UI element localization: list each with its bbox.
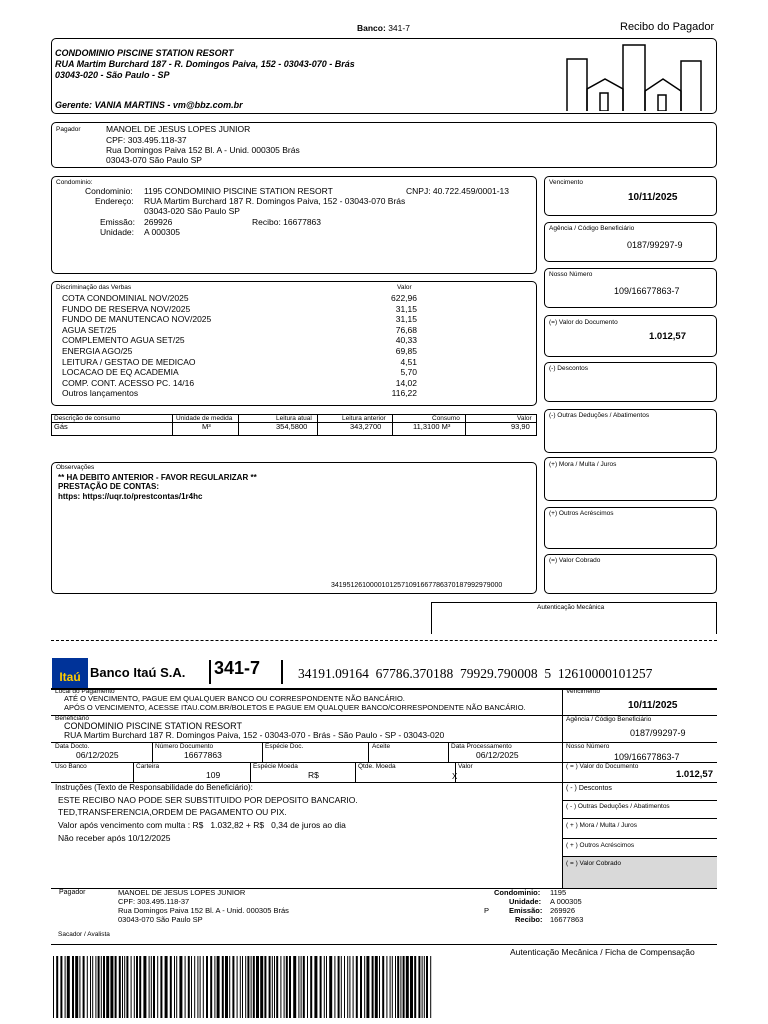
verba-valor: 116,22 — [391, 388, 417, 399]
instr-line4: Não receber após 10/12/2025 — [58, 833, 171, 843]
ficha-cobrado-label: ( = ) Valor Cobrado — [566, 860, 621, 867]
barcode — [53, 956, 437, 1018]
barcode-bar — [310, 956, 312, 1018]
cond-end-value: RUA Martim Burchard 187 R. Domingos Paiva, 152 - 03043-070 Brás — [144, 196, 406, 206]
barcode-bar — [314, 956, 317, 1018]
verba-desc: FUNDO DE RESERVA NOV/2025 — [62, 303, 191, 314]
ficha-p-mark: P — [484, 906, 490, 915]
barcode-bar — [375, 956, 378, 1018]
pagador-label: Pagador — [56, 126, 81, 133]
barcode-bar — [203, 956, 204, 1018]
instr-line1: ESTE RECIBO NAO PODE SER SUBSTITUIDO POR DEPOSITO BANCARIO. — [58, 795, 358, 805]
barcode-bar — [247, 956, 249, 1018]
benef-line2: RUA Martim Burchard 187 R. Domingos Paiva, 152 - 03043-070 - Brás - São Paulo - SP - 03043-020 — [64, 730, 445, 740]
barcode-bar — [289, 956, 291, 1018]
barcode-bar — [347, 956, 348, 1018]
cut-line — [51, 640, 717, 641]
barcode-bar — [264, 956, 266, 1018]
ficha-pag-city: 03043-070 São Paulo SP — [118, 915, 203, 924]
barcode-bar — [92, 956, 93, 1018]
instr-line2: TED,TRANSFERENCIA,ORDEM DE PAGAMENTO OU PIX. — [58, 807, 287, 817]
barcode-bar — [214, 956, 215, 1018]
barcode-bar — [126, 956, 128, 1018]
data-doc-label: Data Docto. — [55, 743, 90, 750]
barcode-bar — [245, 956, 246, 1018]
obs-line3: https: https://uqr.to/prestcontas/1r4hc — [58, 492, 203, 501]
verba-valor: 31,15 — [395, 303, 417, 314]
agencia-label: Agência / Código Beneficiário — [549, 225, 635, 232]
condominio-label: Condominio: — [56, 179, 93, 186]
barcode-bar — [338, 956, 340, 1018]
ficha-cond-value: 1195 — [550, 888, 567, 897]
barcode-bar — [286, 956, 288, 1018]
barcode-bar — [79, 956, 80, 1018]
ficha-venc-value: 10/11/2025 — [628, 700, 678, 711]
barcode-bar — [106, 956, 109, 1018]
barcode-bar — [229, 956, 230, 1018]
barcode-bar — [124, 956, 125, 1018]
verba-row — [62, 347, 417, 358]
cond-emissao-label: Emissão: — [100, 217, 135, 227]
barcode-bar — [134, 956, 135, 1018]
barcode-bar — [222, 956, 224, 1018]
verba-valor: 40,33 — [395, 335, 417, 346]
outros-acr-label: (+) Outros Acréscimos — [549, 510, 614, 517]
ficha-valor-doc-value: 1.012,57 — [676, 769, 713, 780]
barcode-bar — [197, 956, 198, 1018]
ficha-nosso-label: Nosso Número — [566, 743, 610, 750]
barcode-bar — [194, 956, 195, 1018]
barcode-bar — [56, 956, 58, 1018]
cond-unidade-label: Unidade: — [100, 227, 135, 237]
verba-desc: LEITURA / GESTAO DE MEDICAO — [62, 356, 196, 367]
ficha-outras-label: ( - ) Outras Deduções / Abatimentos — [566, 803, 670, 810]
autentic-top-line — [431, 602, 717, 603]
barcode-bar — [122, 956, 123, 1018]
barcode-bar — [430, 956, 431, 1018]
ficha-rec-value: 16677863 — [550, 915, 584, 924]
barcode-bar — [280, 956, 281, 1018]
header-address1: RUA Martim Burchard 187 - R. Domingos Paiva, 152 - 03043-070 - Brás — [55, 59, 355, 69]
verba-desc: COTA CONDOMINIAL NOV/2025 — [62, 293, 189, 303]
barcode-bar — [426, 956, 428, 1018]
verba-valor: 31,15 — [395, 314, 417, 325]
ficha-pag-addr: Rua Domingos Paiva 152 Bl. A - Unid. 000305 Brás — [118, 906, 289, 915]
barcode-bar — [136, 956, 138, 1018]
barcode-bar — [324, 956, 325, 1018]
barcode-bar — [379, 956, 380, 1018]
barcode-bar — [341, 956, 342, 1018]
consumo-h-valor: Valor — [517, 415, 532, 422]
verba-desc: AGUA SET/25 — [62, 324, 117, 335]
mora-label: (+) Mora / Multa / Juros — [549, 461, 617, 468]
pagador-name: MANOEL DE JESUS LOPES JUNIOR — [106, 124, 251, 134]
top-bank-code: Banco: 341-7 — [357, 23, 410, 33]
bank-sep2 — [281, 660, 283, 684]
ficha-emis-value: 269926 — [550, 906, 576, 915]
consumo-table — [51, 414, 537, 436]
barcode-bar — [410, 956, 413, 1018]
barcode-bar — [170, 956, 172, 1018]
barcode-bar — [353, 956, 354, 1018]
barcode-bar — [320, 956, 322, 1018]
barcode-bar — [160, 956, 162, 1018]
verba-desc: FUNDO DE MANUTENCAO NOV/2025 — [62, 314, 212, 325]
ficha-outros-label: ( + ) Outros Acréscimos — [566, 842, 635, 849]
ficha-unid-label: Unidade: — [509, 897, 542, 906]
ficha-pag-cpf: CPF: 303.495.118-37 — [118, 897, 190, 906]
ficha-descontos-label: ( - ) Descontos — [566, 785, 612, 792]
cond-recibo: Recibo: 16677863 — [252, 217, 322, 227]
sacador-label: Sacador / Avalista — [58, 931, 110, 938]
verbas-label: Discriminação das Verbas — [56, 284, 132, 291]
verba-row — [62, 389, 417, 400]
building-logo — [565, 41, 715, 111]
obs-line2: PRESTAÇÃO DE CONTAS: — [58, 482, 160, 491]
barcode-bar — [422, 956, 423, 1018]
verba-valor: 4,51 — [400, 356, 417, 367]
barcode-bar — [119, 956, 121, 1018]
header-condominio: CONDOMINIO PISCINE STATION RESORT — [55, 48, 234, 58]
ficha-unid-value: A 000305 — [550, 897, 582, 906]
ficha-mora-label: ( + ) Mora / Multa / Juros — [566, 822, 637, 829]
barcode-bar — [349, 956, 350, 1018]
barcode-bar — [284, 956, 285, 1018]
autentic-label: Autenticação Mecânica — [537, 604, 605, 611]
barcode-bar — [165, 956, 168, 1018]
nosso-value: 109/16677863-7 — [614, 286, 680, 296]
autentic-left-line — [431, 602, 432, 634]
barcode-bar — [157, 956, 158, 1018]
consumo-c-desc: Gás — [54, 422, 68, 431]
barcode-bar — [414, 956, 416, 1018]
consumo-c-unidade: M³ — [202, 422, 211, 431]
barcode-bar — [174, 956, 175, 1018]
barcode-bar — [272, 956, 273, 1018]
consumo-c-leit-ant: 343,2700 — [350, 422, 382, 431]
obs-line1: ** HA DEBITO ANTERIOR - FAVOR REGULARIZAR ** — [58, 473, 257, 482]
obs-barcode-number: 34195126100001012571091667786370187992979000 — [331, 582, 503, 589]
barcode-bar — [188, 956, 190, 1018]
itau-logo: Itaú — [52, 658, 88, 688]
ficha-nosso-value: 109/16677863-7 — [614, 752, 680, 762]
barcode-bar — [149, 956, 150, 1018]
barcode-bar — [179, 956, 182, 1018]
barcode-bar — [395, 956, 396, 1018]
observacoes-label: Observações — [56, 464, 95, 471]
barcode-bar — [185, 956, 186, 1018]
verba-valor: 69,85 — [395, 345, 417, 356]
vencimento-value: 10/11/2025 — [628, 192, 678, 203]
ficha-rec-label: Recibo: — [515, 915, 543, 924]
ficha-pag-name: MANOEL DE JESUS LOPES JUNIOR — [118, 888, 246, 897]
especie-moeda-value: R$ — [308, 770, 319, 780]
barcode-bar — [60, 956, 62, 1018]
barcode-bar — [139, 956, 141, 1018]
barcode-bar — [72, 956, 74, 1018]
autentic-right-line — [716, 602, 717, 634]
barcode-bar — [344, 956, 345, 1018]
verba-desc: COMP. CONT. ACESSO PC. 14/16 — [62, 377, 195, 388]
barcode-bar — [206, 956, 208, 1018]
pagador-cpf: CPF: 303.495.118-37 — [106, 135, 187, 145]
qtde-moeda-label: Qtde. Moeda — [358, 763, 396, 770]
data-proc-label: Data Processamento — [451, 743, 512, 750]
bank-name: Banco Itaú S.A. — [90, 665, 186, 680]
instr-line3: Valor após vencimento com multa : R$ 1.032,82 + R$ 0,34 de juros ao dia — [58, 820, 346, 830]
consumo-c-leit-atual: 354,5800 — [276, 422, 308, 431]
barcode-bar — [276, 956, 278, 1018]
barcode-bar — [301, 956, 302, 1018]
ficha-cond-label: Condominio: — [494, 888, 541, 897]
barcode-bar — [403, 956, 405, 1018]
barcode-bar — [210, 956, 212, 1018]
carteira-label: Carteira — [136, 763, 160, 770]
barcode-bar — [366, 956, 369, 1018]
num-doc-label: Número Documento — [155, 743, 214, 750]
consumo-c-valor: 93,90 — [511, 422, 530, 431]
outras-ded-label: (-) Outras Deduções / Abatimentos — [549, 412, 650, 419]
barcode-bar — [87, 956, 88, 1018]
barcode-bar — [240, 956, 241, 1018]
barcode-bar — [298, 956, 299, 1018]
consumo-h-leit-ant: Leitura anterior — [342, 415, 386, 422]
verbas-list — [62, 294, 417, 400]
bank-code: 341-7 — [214, 658, 261, 678]
barcode-bar — [364, 956, 365, 1018]
verba-desc: LOCACAO DE EQ ACADEMIA — [62, 367, 179, 378]
barcode-bar — [98, 956, 100, 1018]
cond-end-value2: 03043-020 São Paulo SP — [144, 206, 240, 216]
barcode-bar — [131, 956, 132, 1018]
consumo-c-consumo: 11,3100 M³ — [413, 422, 451, 431]
barcode-bar — [90, 956, 91, 1018]
barcode-bar — [256, 956, 259, 1018]
data-doc-value: 06/12/2025 — [76, 750, 119, 760]
bank-sep1 — [209, 660, 211, 684]
valor-cobrado-label: (=) Valor Cobrado — [549, 557, 601, 564]
barcode-bar — [307, 956, 308, 1018]
verba-desc: ENERGIA AGO/25 — [62, 345, 133, 356]
barcode-bar — [176, 956, 177, 1018]
agencia-value: 0187/99297-9 — [627, 240, 683, 250]
valor-doc-label: (=) Valor do Documento — [549, 319, 618, 326]
barcode-bar — [200, 956, 201, 1018]
barcode-bar — [191, 956, 192, 1018]
uso-banco-label: Uso Banco — [55, 763, 87, 770]
ficha-venc-label: Vencimento — [566, 688, 600, 695]
barcode-bar — [53, 956, 54, 1018]
linha-digitavel: 34191.09164 67786.370188 79929.790008 5 12610000101257 — [298, 666, 653, 681]
cond-cond-label: Condominio: — [85, 186, 133, 196]
verba-row — [62, 294, 417, 305]
local-label: Local do Pagamento — [55, 688, 115, 695]
barcode-bar — [251, 956, 252, 1018]
barcode-bar — [65, 956, 66, 1018]
ficha-pagador-label: Pagador — [59, 889, 86, 896]
barcode-bar — [406, 956, 409, 1018]
verba-desc: Outros lançamentos — [62, 388, 139, 399]
num-doc-value: 16677863 — [184, 750, 222, 760]
barcode-bar — [293, 956, 296, 1018]
pagador-address: Rua Domingos Paiva 152 Bl. A - Unid. 000305 Brás — [106, 145, 300, 155]
cond-cnpj: CNPJ: 40.722.459/0001-13 — [406, 186, 510, 196]
carteira-value: 109 — [206, 770, 221, 780]
local-line1: ATÉ O VENCIMENTO, PAGUE EM QUALQUER BANCO OU CORRESPONDENTE NÃO BANCÁRIO. — [64, 694, 405, 703]
header-gerente: Gerente: VANIA MARTINS - vm@bbz.com.br — [55, 100, 243, 110]
barcode-bar — [75, 956, 78, 1018]
barcode-bar — [390, 956, 391, 1018]
barcode-bar — [269, 956, 271, 1018]
ficha-autenticacao: Autenticação Mecânica / Ficha de Compensação — [510, 947, 695, 957]
barcode-bar — [115, 956, 117, 1018]
aceite-label: Aceite — [372, 743, 391, 750]
barcode-bar — [274, 956, 275, 1018]
benef-label: Beneficiário — [55, 715, 89, 722]
cond-unidade-value: A 000305 — [144, 227, 180, 237]
valor-doc-value: 1.012,57 — [649, 331, 686, 342]
barcode-bar — [151, 956, 152, 1018]
barcode-bar — [326, 956, 327, 1018]
header-address2: 03043-020 - São Paulo - SP — [55, 70, 170, 80]
consumo-h-desc: Descrição de consumo — [54, 415, 121, 422]
barcode-bar — [382, 956, 384, 1018]
verba-valor: 76,68 — [395, 324, 417, 335]
recibo-title: Recibo do Pagador — [620, 21, 715, 33]
barcode-bar — [83, 956, 85, 1018]
verbas-valor-label: Valor — [397, 284, 412, 291]
barcode-bar — [153, 956, 155, 1018]
barcode-bar — [232, 956, 234, 1018]
barcode-bar — [225, 956, 228, 1018]
data-proc-value: 06/12/2025 — [476, 750, 519, 760]
barcode-bar — [101, 956, 102, 1018]
ficha-ag-value: 0187/99297-9 — [630, 728, 686, 738]
cond-emissao-value: 269926 — [144, 217, 173, 227]
barcode-bar — [397, 956, 399, 1018]
consumo-h-unidade: Unidade de medida — [176, 415, 233, 422]
barcode-bar — [334, 956, 335, 1018]
verba-valor: 5,70 — [400, 367, 417, 378]
barcode-bar — [217, 956, 220, 1018]
barcode-bar — [237, 956, 238, 1018]
barcode-bar — [392, 956, 393, 1018]
ficha-valor-doc-label: ( = ) Valor do Documento — [566, 763, 639, 770]
ficha-emis-label: Emissão: — [509, 906, 543, 915]
nosso-label: Nosso Número — [549, 271, 593, 278]
ficha-ag-label: Agência / Código Beneficiário — [566, 716, 652, 723]
cond-cond-value: 1195 CONDOMINIO PISCINE STATION RESORT — [144, 186, 333, 196]
barcode-bar — [253, 956, 255, 1018]
cond-end-label: Endereço: — [95, 196, 134, 206]
barcode-bar — [424, 956, 425, 1018]
barcode-bar — [143, 956, 146, 1018]
verba-valor: 622,96 — [391, 293, 417, 303]
benef-line1: CONDOMINIO PISCINE STATION RESORT — [64, 721, 243, 731]
especie-moeda-label: Espécie Moeda — [253, 763, 298, 770]
barcode-bar — [103, 956, 105, 1018]
barcode-bar — [356, 956, 358, 1018]
barcode-bar — [360, 956, 362, 1018]
pagador-city: 03043-070 São Paulo SP — [106, 155, 202, 165]
valor-label-ficha: Valor — [458, 763, 473, 770]
local-line2: APÓS O VENCIMENTO, ACESSE ITAU.COM.BR/BOLETOS E PAGUE EM QUALQUER BANCO/CORRESPONDENTE NÃO BANCÁRIO. — [64, 703, 526, 712]
consumo-h-consumo: Consumo — [432, 415, 460, 422]
vencimento-label: Vencimento — [549, 179, 583, 186]
barcode-bar — [329, 956, 332, 1018]
verba-valor: 14,02 — [395, 377, 417, 388]
valor-x: X — [452, 772, 458, 781]
barcode-bar — [303, 956, 305, 1018]
barcode-bar — [372, 956, 374, 1018]
barcode-bar — [67, 956, 70, 1018]
verba-desc: COMPLEMENTO AGUA SET/25 — [62, 335, 185, 346]
descontos-label: (-) Descontos — [549, 365, 589, 372]
barcode-bar — [110, 956, 113, 1018]
barcode-bar — [418, 956, 420, 1018]
barcode-bar — [386, 956, 387, 1018]
barcode-bar — [242, 956, 243, 1018]
especie-doc-label: Espécie Doc. — [265, 743, 304, 750]
consumo-h-leit-atual: Leitura atual — [276, 415, 312, 422]
barcode-bar — [400, 956, 401, 1018]
barcode-bar — [95, 956, 96, 1018]
barcode-bar — [260, 956, 263, 1018]
instr-label: Instruções (Texto de Responsabilidade do Beneficiário): — [55, 783, 253, 792]
